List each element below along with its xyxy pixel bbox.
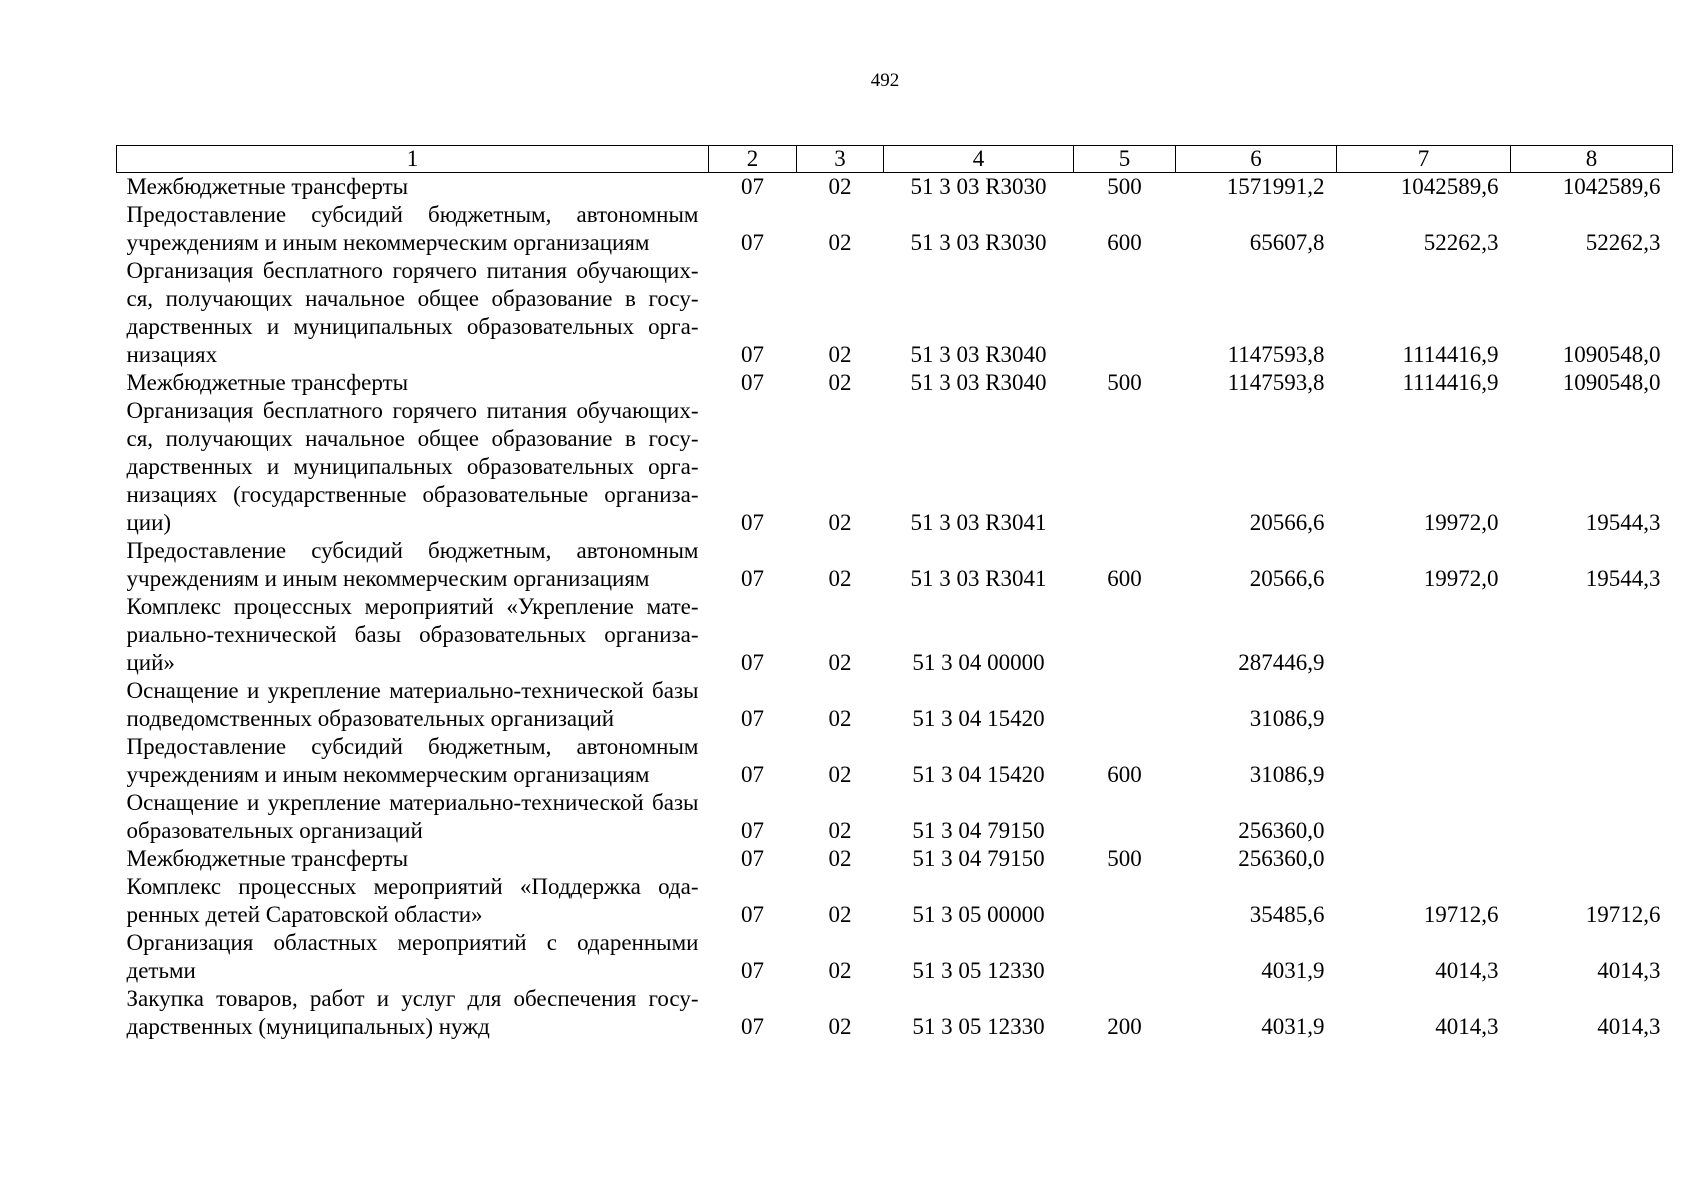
section-code: 07: [741, 230, 764, 255]
header-row: [117, 146, 1673, 173]
item-name: Комплекс процессных мероприятий «Поддержка одаренных детей Саратовской области»: [126, 874, 699, 927]
header-col-4: 4: [884, 146, 1074, 173]
item-name: Предоставление субсидий бюджетным, автономным учреждениям и иным некоммерческим организациям: [126, 202, 699, 255]
amount-col-8: 52262,3: [1585, 230, 1661, 255]
item-name: Комплекс процессных мероприятий «Укрепление материально-технической базы образовательных организаций»: [126, 594, 699, 675]
expense-type-code: [1074, 397, 1176, 537]
table-row: [117, 537, 1673, 593]
expense-type-code: 500: [1107, 174, 1142, 199]
target-article-code: 51 3 03 R3030: [910, 174, 1047, 199]
amount-col-7: 1114416,9: [1402, 342, 1499, 367]
item-name: Организация бесплатного горячего питания обучающихся, получающих начальное общее образование в государственных и муниципальных образовательных организациях: [126, 258, 699, 367]
table-row: [117, 929, 1673, 985]
item-name: Предоставление субсидий бюджетным, автономным учреждениям и иным некоммерческим организациям: [126, 538, 699, 591]
amount-col-6: 65607,8: [1249, 230, 1325, 255]
table-row: [117, 873, 1673, 929]
amount-col-7: [1337, 733, 1511, 789]
table-row: [117, 173, 1673, 202]
table-row: [117, 789, 1673, 845]
expense-type-code: 500: [1107, 846, 1142, 871]
subsection-code: 02: [828, 1014, 852, 1039]
amount-col-8: 1090548,0: [1562, 342, 1661, 367]
amount-col-8: 4014,3: [1597, 958, 1661, 983]
item-name: Межбюджетные трансферты: [126, 174, 409, 199]
amount-col-6: 4031,9: [1261, 1014, 1325, 1039]
subsection-code: 02: [828, 902, 852, 927]
item-name: Организация областных мероприятий с одаренными детьми: [126, 930, 699, 983]
budget-table: [116, 145, 1673, 1041]
section-code: 07: [741, 846, 764, 871]
amount-col-6: 31086,9: [1249, 706, 1325, 731]
amount-col-7: [1337, 789, 1511, 845]
section-code: 07: [741, 902, 764, 927]
section-code: 07: [741, 958, 764, 983]
section-code: 07: [741, 342, 764, 367]
amount-col-6: 1147593,8: [1227, 370, 1325, 395]
amount-col-7: [1337, 677, 1511, 733]
amount-col-8: 1090548,0: [1562, 370, 1661, 395]
table-row: [117, 845, 1673, 873]
section-code: 07: [741, 566, 764, 591]
item-name: Закупка товаров, работ и услуг для обеспечения государственных (муниципальных) нужд: [126, 986, 699, 1039]
target-article-code: 51 3 03 R3041: [910, 566, 1047, 591]
header-col-7: 7: [1337, 146, 1511, 173]
amount-col-7: 4014,3: [1435, 1014, 1499, 1039]
subsection-code: 02: [828, 566, 852, 591]
table-row: [117, 677, 1673, 733]
section-code: 07: [741, 818, 764, 843]
subsection-code: 02: [828, 762, 852, 787]
subsection-code: 02: [828, 650, 852, 675]
table-row: [117, 257, 1673, 369]
amount-col-8: 4014,3: [1597, 1014, 1661, 1039]
expense-type-code: 600: [1107, 566, 1142, 591]
subsection-code: 02: [828, 846, 852, 871]
target-article-code: 51 3 04 79150: [912, 818, 1045, 843]
table-row: [117, 985, 1673, 1041]
amount-col-7: 1042589,6: [1400, 174, 1499, 199]
section-code: 07: [741, 510, 764, 535]
amount-col-7: 52262,3: [1423, 230, 1499, 255]
item-name: Предоставление субсидий бюджетным, автономным учреждениям и иным некоммерческим организациям: [126, 734, 699, 787]
expense-type-code: 500: [1107, 370, 1142, 395]
amount-col-7: 1114416,9: [1402, 370, 1499, 395]
expense-type-code: [1074, 929, 1176, 985]
amount-col-7: [1337, 845, 1511, 873]
target-article-code: 51 3 05 12330: [912, 1014, 1045, 1039]
amount-col-6: 1147593,8: [1227, 342, 1325, 367]
header-col-6: 6: [1176, 146, 1337, 173]
amount-col-8: 19712,6: [1585, 902, 1661, 927]
table-row: [117, 733, 1673, 789]
subsection-code: 02: [828, 958, 852, 983]
amount-col-6: 20566,6: [1249, 510, 1325, 535]
table-row: [117, 397, 1673, 537]
header-col-5: 5: [1074, 146, 1176, 173]
amount-col-7: 19972,0: [1423, 510, 1499, 535]
section-code: 07: [741, 650, 764, 675]
amount-col-8: 19544,3: [1585, 566, 1661, 591]
table-row: [117, 369, 1673, 397]
expense-type-code: 600: [1107, 762, 1142, 787]
header-col-2: 2: [709, 146, 797, 173]
target-article-code: 51 3 03 R3041: [910, 510, 1047, 535]
amount-col-8: [1511, 845, 1673, 873]
target-article-code: 51 3 04 79150: [912, 846, 1045, 871]
amount-col-6: 256360,0: [1238, 818, 1325, 843]
target-article-code: 51 3 04 15420: [912, 706, 1045, 731]
item-name: Межбюджетные трансферты: [126, 846, 409, 871]
amount-col-6: 287446,9: [1238, 650, 1325, 675]
expense-type-code: 200: [1107, 1014, 1142, 1039]
amount-col-8: 19544,3: [1585, 510, 1661, 535]
item-name: Организация бесплатного горячего питания обучающихся, получающих начальное общее образование в государственных и муниципальных образовательных организациях (государственные образовательные организации): [126, 398, 699, 535]
subsection-code: 02: [828, 342, 852, 367]
item-name: Межбюджетные трансферты: [126, 370, 409, 395]
target-article-code: 51 3 03 R3030: [910, 230, 1047, 255]
amount-col-8: 1042589,6: [1562, 174, 1661, 199]
target-article-code: 51 3 05 00000: [912, 902, 1045, 927]
section-code: 07: [741, 1014, 764, 1039]
header-col-1: 1: [117, 146, 709, 173]
expense-type-code: [1074, 593, 1176, 677]
amount-col-6: 256360,0: [1238, 846, 1325, 871]
header-col-3: 3: [797, 146, 884, 173]
target-article-code: 51 3 03 R3040: [910, 370, 1047, 395]
expense-type-code: 600: [1107, 230, 1142, 255]
expense-type-code: [1074, 257, 1176, 369]
expense-type-code: [1074, 873, 1176, 929]
section-code: 07: [741, 762, 764, 787]
amount-col-7: 19972,0: [1423, 566, 1499, 591]
amount-col-7: [1337, 593, 1511, 677]
amount-col-6: 20566,6: [1249, 566, 1325, 591]
header-col-8: 8: [1511, 146, 1673, 173]
amount-col-6: 1571991,2: [1226, 174, 1325, 199]
target-article-code: 51 3 04 00000: [912, 650, 1045, 675]
expense-type-code: [1074, 789, 1176, 845]
section-code: 07: [741, 370, 764, 395]
target-article-code: 51 3 05 12330: [912, 958, 1045, 983]
section-code: 07: [741, 174, 764, 199]
subsection-code: 02: [828, 818, 852, 843]
amount-col-7: 4014,3: [1435, 958, 1499, 983]
amount-col-7: 19712,6: [1423, 902, 1499, 927]
amount-col-6: 31086,9: [1249, 762, 1325, 787]
subsection-code: 02: [828, 510, 852, 535]
target-article-code: 51 3 04 15420: [912, 762, 1045, 787]
table-row: [117, 201, 1673, 257]
amount-col-8: [1511, 733, 1673, 789]
expense-type-code: [1074, 677, 1176, 733]
amount-col-6: 35485,6: [1249, 902, 1325, 927]
subsection-code: 02: [828, 174, 852, 199]
subsection-code: 02: [828, 370, 852, 395]
section-code: 07: [741, 706, 764, 731]
subsection-code: 02: [828, 230, 852, 255]
amount-col-8: [1511, 593, 1673, 677]
item-name: Оснащение и укрепление материально-технической базы образовательных организаций: [126, 790, 699, 843]
subsection-code: 02: [828, 706, 852, 731]
item-name: Оснащение и укрепление материально-технической базы подведомственных образовательных организаций: [126, 678, 699, 731]
target-article-code: 51 3 03 R3040: [910, 342, 1047, 367]
page-number: 492: [870, 70, 900, 91]
table-row: [117, 593, 1673, 677]
amount-col-6: 4031,9: [1261, 958, 1325, 983]
amount-col-8: [1511, 789, 1673, 845]
amount-col-8: [1511, 677, 1673, 733]
